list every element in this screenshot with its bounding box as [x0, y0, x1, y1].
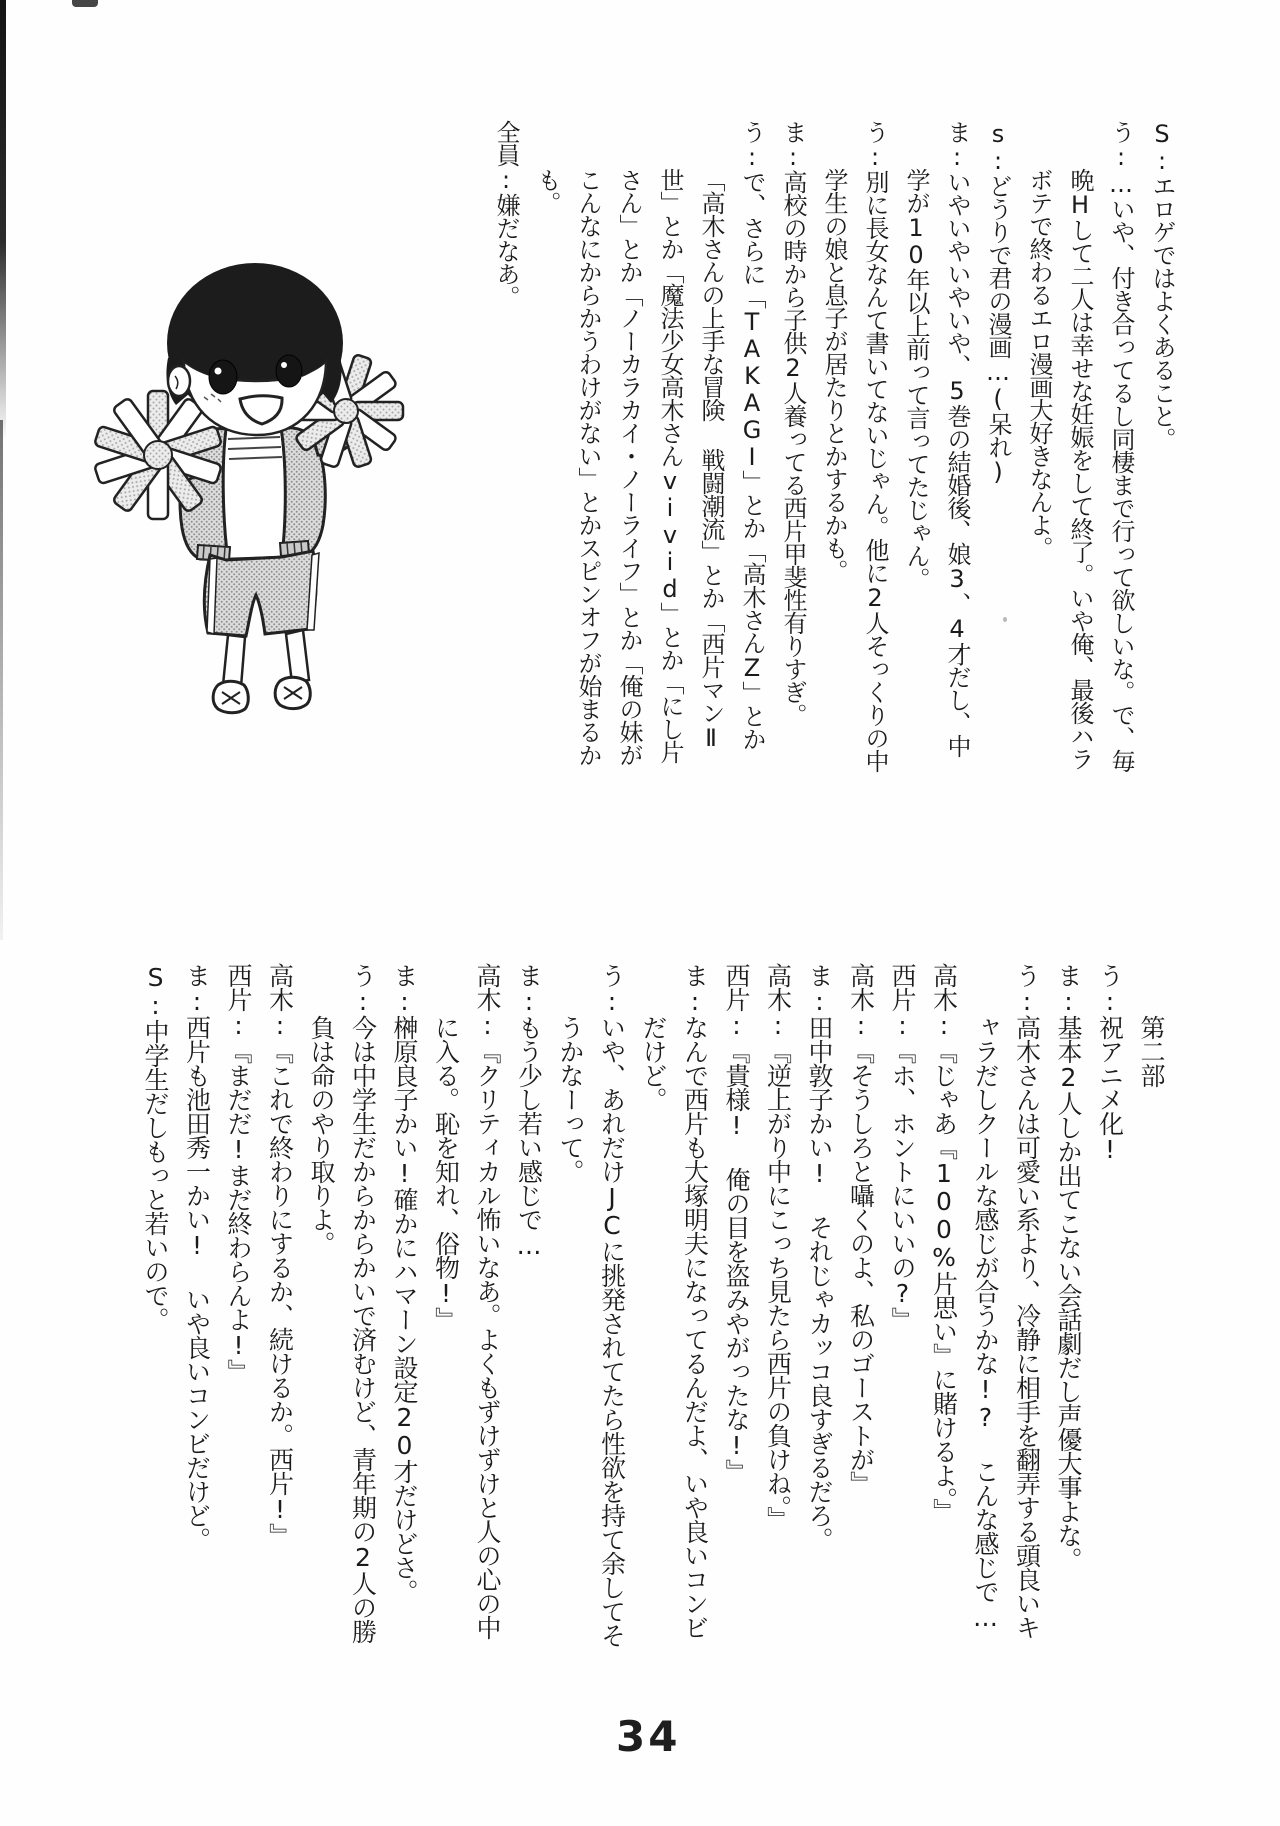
- dialogue-section-part1: [485, 120, 1182, 772]
- dialogue-line: う:いや、あれだけJCに挑発されてたら性欲を持て余してそうかなーって。: [556, 963, 627, 1647]
- dialogue-line: う:高木さんは可愛い系より、冷静に相手を翻弄する頭良いキャラだしクールな感じが合うかな!? こんな感じで…: [971, 963, 1042, 1639]
- scan-mark-artifact: [72, 0, 98, 7]
- dialogue-line: 全員:嫌だなあ。: [492, 120, 520, 308]
- dialogue-line: ま:いやいやいやいや、5巻の結婚後、娘3、4才だし、中学が10年以上前って言ってたじゃん。: [902, 120, 971, 757]
- part2-heading: 第二部: [1137, 1015, 1166, 1087]
- scan-edge-artifact: [0, 420, 3, 940]
- dialogue-line: う:で、さらに「TAKAGI」とか「高木さんZ」とか「高木さんの上手な冒険 戦闘潮流」とか「西片マンⅡ世」とか「魔法少女高木さんvivid」とか「にし片さん」とか「ノーカラカイ・ノーライフ」とか「俺の妹がこんなにからかうわけがない」とかスピンオフが始まるかも。: [533, 120, 766, 766]
- dialogue-line: ま:基本2人しか出てこない会話劇だし声優大事よな。: [1054, 963, 1083, 1571]
- character-illustration: [68, 193, 436, 728]
- dialogue-line: 高木:『じゃあ『100%片思い』に賭けるよ。』: [929, 963, 959, 1523]
- dialogue-line: う:今は中学生だからからかいで済むけど、青年期の2人の勝負は命のやり取りよ。: [307, 963, 378, 1643]
- dialogue-line: 西片:『貴様! 俺の目を盗みやがったな!』: [722, 963, 751, 1483]
- dialogue-line: 高木:『逆上がり中にこっち見たら西片の負けね。』: [763, 963, 793, 1531]
- dialogue-line: う:別に長女なんて書いてないじゃん。他に2人そっくりの中学生の娘と息子が居たりとかするかも。: [820, 120, 889, 772]
- dialogue-line: ま:田中敦子かい! それじゃカッコ良すぎるだろ。: [805, 963, 834, 1551]
- dialogue-line: ま:榊原良子かい!確かにハマーン設定20才だけどさ。: [390, 963, 419, 1603]
- dialogue-line: う:…いや、付き合ってるし同棲まで行って欲しいな。で、毎晩Hして二人は幸せな妊娠をして終了。いや俺、最後ハラボテで終わるエロ漫画大好きなんよ。: [1025, 120, 1135, 772]
- dialogue-line: 西片:『まだだ!まだ終わらんよ!』: [224, 963, 253, 1383]
- dialogue-line: 高木:『クリティカル怖いなあ。よくもずけずけと人の心の中に入る。恥を知れ、俗物!』: [431, 963, 502, 1639]
- dialogue-line: ま:なんで西片も大塚明夫になってるんだよ、いや良いコンビだけど。: [639, 963, 710, 1639]
- scan-edge-artifact: [0, 0, 6, 440]
- cheerleader-character-drawing: [68, 193, 436, 728]
- dialogue-line: ま:西片も池田秀一かい! いや良いコンビだけど。: [182, 963, 212, 1551]
- page-number: 34: [616, 1712, 681, 1761]
- dialogue-line: う:祝アニメ化!: [1095, 963, 1125, 1163]
- dialogue-line: S:中学生だしもっと若いので。: [141, 963, 170, 1331]
- dialogue-line: 西片:『ホ、ホントにいいの?』: [888, 963, 917, 1331]
- dialogue-line: S:エロゲではよくあること。: [1148, 120, 1176, 450]
- dialogue-line: ま:高校の時から子供2人養ってる西片甲斐性有りすぎ。: [779, 120, 807, 726]
- dialogue-line: ま:もう少し若い感じで…: [514, 963, 544, 1259]
- dialogue-line: 高木:『そうしろと囁くのよ、私のゴーストが』: [846, 963, 876, 1495]
- dialogue-section-part2: [135, 963, 1173, 1649]
- dialogue-line: 高木:『これで終わりにするか、続けるか。西片!』: [265, 963, 295, 1547]
- dialogue-line: s:どうりで君の漫画…(呆れ): [984, 120, 1012, 485]
